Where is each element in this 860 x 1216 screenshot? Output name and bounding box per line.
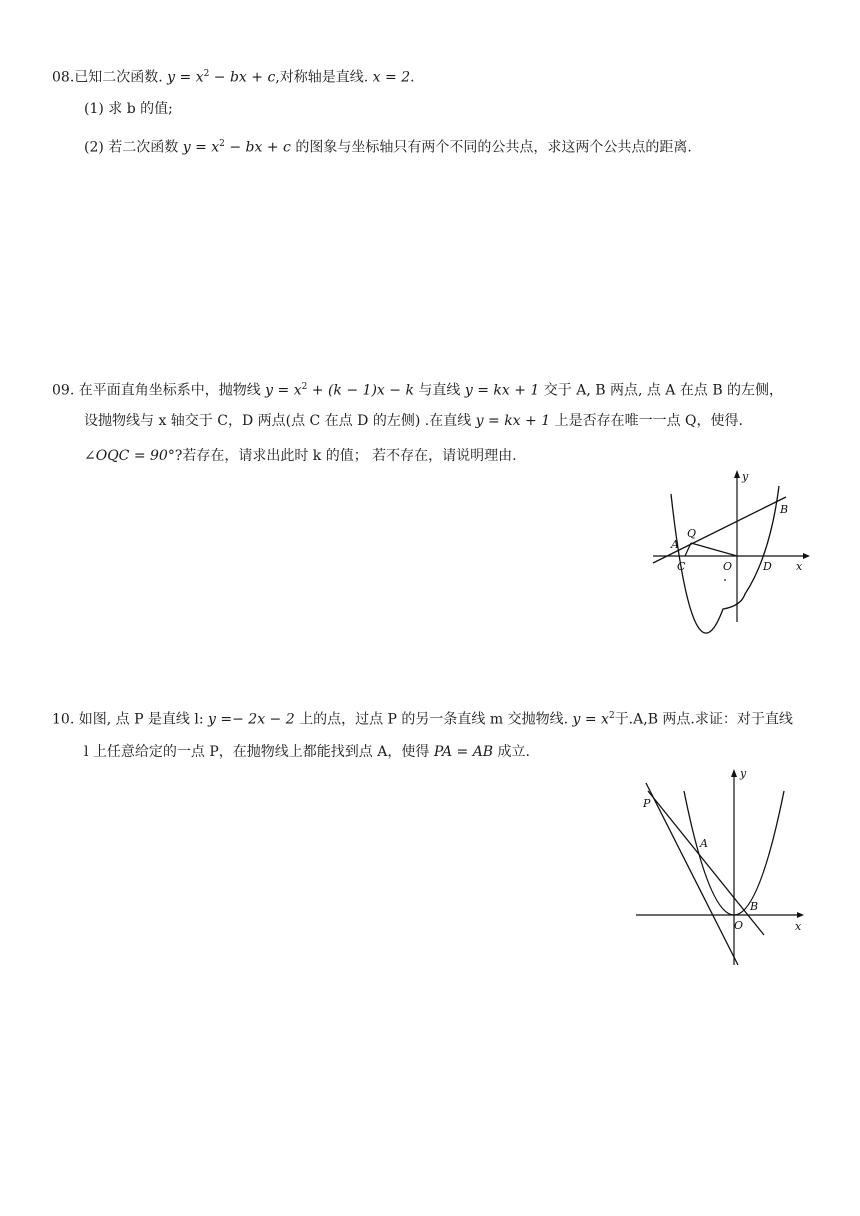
q09-label-y: y — [742, 470, 749, 483]
q10-figure — [630, 765, 810, 970]
q10-label-y: y — [740, 767, 747, 780]
q09-x-arrow — [803, 553, 810, 559]
q09-segment-qo — [691, 543, 737, 556]
q10-label-o: O — [734, 919, 744, 932]
q10-y-arrow — [731, 769, 737, 777]
q09-stray-dot — [724, 579, 726, 581]
q09-label-o: O — [723, 560, 733, 573]
q09-label-d: D — [763, 560, 772, 573]
q10-label-b: B — [750, 900, 759, 913]
q09-stem-line1: 09. 在平面直角坐标系中，抛物线 $y = x^2 + (k - 1)x - k$ 与直线 y = kx + 1 交于 A, B 两点, 点 A 在点 B 的左侧， — [52, 382, 784, 399]
q10-line-m — [648, 791, 764, 935]
q10-stem-line1: 10. 如图, 点 P 是直线 l: y =− 2x − 2 上的点，过点 P 的另一条直线 m 交抛物线. $y = x^2$于.A,B 两点.求证：对于直线 — [52, 711, 793, 728]
q08-stem: 08.已知二次函数. $y = x^2$ − bx + c,对称轴是直线. x = 2. — [52, 69, 415, 86]
q08-part1: (1) 求 b 的值; — [84, 101, 173, 117]
q10-label-x: x — [795, 920, 802, 933]
q10-label-a: A — [700, 837, 708, 850]
q09-figure — [645, 466, 815, 626]
q09-label-x: x — [796, 560, 803, 573]
q10-label-p: P — [643, 797, 651, 810]
q09-label-b: B — [780, 503, 789, 516]
q09-label-a: A — [671, 538, 679, 551]
q10-stem-line2: l 上任意给定的一点 P，在抛物线上都能找到点 A，使得 PA = AB 成立. — [84, 744, 530, 760]
q10-x-arrow — [797, 912, 804, 918]
q09-stem-line2: 设抛物线与 x 轴交于 C，D 两点(点 C 在点 D 的左侧) .在直线 y = kx + 1 上是否存在唯一一点 Q，使得. — [84, 413, 743, 429]
q09-label-q: Q — [687, 527, 697, 540]
q09-stem-line3: ∠OQC = 90°?若存在，请求出此时 k 的值； 若不存在，请说明理由. — [84, 448, 517, 464]
q08-part2: (2) 若二次函数 $y = x^2$ − bx + c 的图象与坐标轴只有两个不同的公共点，求这两个公共点的距离. — [84, 139, 692, 156]
q10-line-l — [646, 783, 738, 965]
q09-label-c: C — [677, 560, 686, 573]
q09-y-arrow — [734, 470, 740, 478]
